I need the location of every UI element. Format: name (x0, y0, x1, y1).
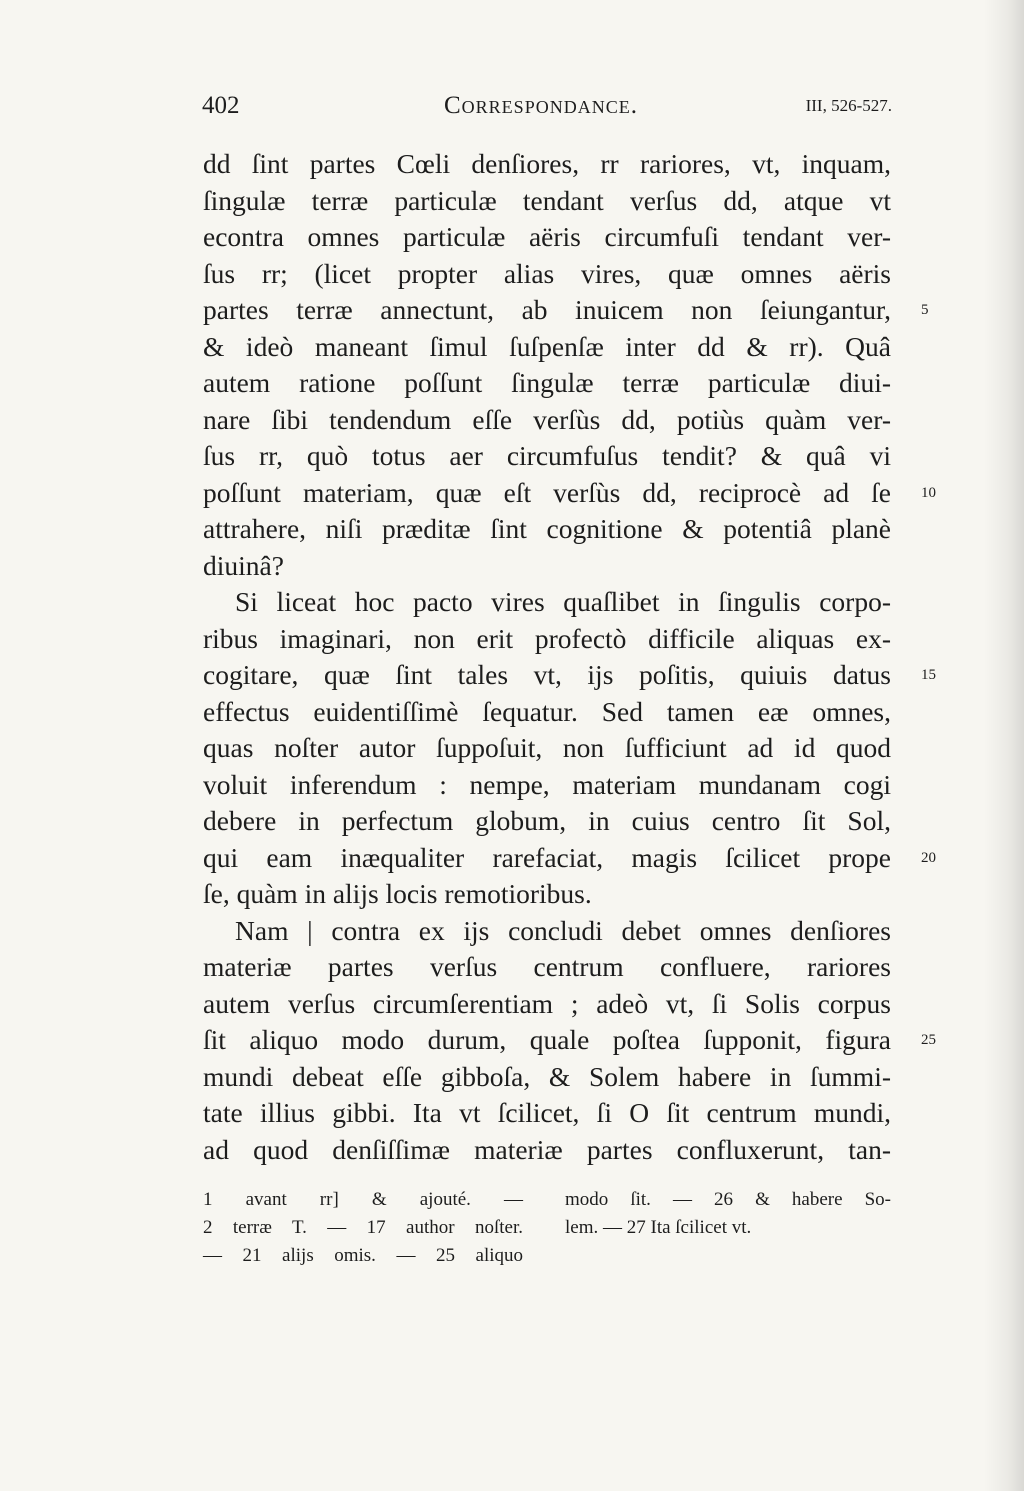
footnote-line: modo ſit. — 26 & habere So- (565, 1189, 891, 1210)
text-line: quas noſter autor ſuppoſuit, non ſufficiunt ad id quod (203, 732, 891, 763)
line-number: 10 (921, 484, 936, 501)
text-line: poſſunt materiam, quæ eſt verſùs dd, reciprocè ad ſe (203, 476, 891, 508)
footnote-line: lem. — 27 Ita ſcilicet vt. (565, 1217, 752, 1238)
text-line: materiæ partes verſus centrum confluere, rariores (203, 951, 891, 982)
text-line: Si liceat hoc pacto vires quaſlibet in ſingulis corpo- (235, 586, 891, 617)
text-line: & ideò maneant ſimul ſuſpenſæ inter dd & rr). Quâ (203, 330, 891, 362)
page-number: 402 (202, 92, 240, 119)
text-line: attrahere, niſi præditæ ſint cognitione & potentiâ planè (203, 513, 891, 544)
text-line: tate illius gibbi. Ita vt ſcilicet, ſi O ſit centrum mundi, (203, 1097, 891, 1128)
text-line: mundi debeat eſſe gibboſa, & Solem habere in ſummi- (203, 1060, 891, 1092)
line-number: 5 (921, 302, 929, 318)
volume-reference: III, 526-527. (805, 96, 892, 115)
text-line: ad quod denſiſſimæ materiæ partes confluxerunt, tan- (203, 1133, 891, 1165)
text-line: autem ratione poſſunt ſingulæ terræ particulæ diui- (203, 367, 891, 398)
footnote-line: — 21 alijs omis. — 25 aliquo (203, 1245, 523, 1266)
footnote-line: 2 terræ T. — 17 author noſter. (203, 1217, 523, 1238)
text-line: Nam | contra ex ijs concludi debet omnes denſiores (235, 914, 891, 946)
text-line: effectus euidentiſſimè ſequatur. Sed tamen eæ omnes, (203, 695, 891, 727)
line-number: 20 (921, 849, 936, 866)
text-line: nare ſibi tendendum eſſe verſùs dd, potiùs quàm ver- (203, 403, 891, 435)
line-number: 15 (921, 667, 936, 683)
text-line: qui eam inæqualiter rarefaciat, magis ſcilicet prope (203, 841, 891, 873)
text-line: cogitare, quæ ſint tales vt, ijs poſitis, quiuis datus (203, 659, 891, 690)
text-line: debere in perfectum globum, in cuius centro ſit Sol, (203, 805, 891, 836)
page-edge-shadow (984, 0, 1024, 1491)
text-line: diuinâ? (203, 549, 284, 581)
text-line: voluit inferendum : nempe, materiam mundanam cogi (203, 768, 891, 800)
text-line: ribus imaginari, non erit profectò difficile aliquas ex- (203, 622, 891, 654)
text-line: dd ſint partes Cœli denſiores, rr rariores, vt, inquam, (203, 148, 891, 179)
text-line: ſe, quàm in alijs locis remotioribus. (203, 878, 592, 909)
text-line: partes terræ annectunt, ab inuicem non ſeiungantur, (203, 294, 891, 325)
running-header (202, 92, 892, 126)
text-line: ſus rr; (licet propter alias vires, quæ omnes aëris (203, 257, 891, 289)
running-title: Correspondance. (444, 92, 638, 119)
footnote-line: 1 avant rr] & ajouté. — (203, 1189, 523, 1210)
text-line: ſit aliquo modo durum, quale poſtea ſupponit, figura (203, 1024, 891, 1055)
line-number: 25 (921, 1032, 936, 1048)
text-line: econtra omnes particulæ aëris circumfuſi tendant ver- (203, 221, 891, 252)
text-line: autem verſus circumſerentiam ; adeò vt, ſi Solis corpus (203, 987, 891, 1019)
text-line: ſus rr, quò totus aer circumfuſus tendit? & quâ vi (203, 440, 891, 471)
text-line: ſingulæ terræ particulæ tendant verſus dd, atque vt (203, 184, 891, 216)
